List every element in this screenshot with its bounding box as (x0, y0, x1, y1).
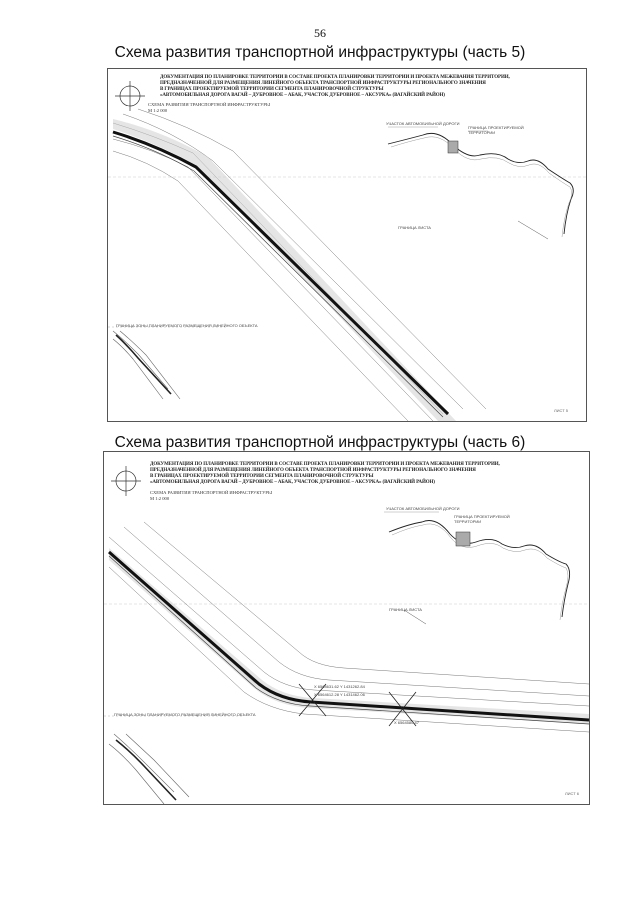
header-line: «АВТОМОБИЛЬНАЯ ДОРОГА ВАГАЙ – ДУБРОВНОЕ – АБАК, УЧАСТОК ДУБРОВНОЕ – АКСУРКА» (ВАГАЙСКИЙ РАЙОН) (160, 93, 445, 98)
header-line: ПРЕДНАЗНАЧЕННОЙ ДЛЯ РАЗМЕЩЕНИЯ ЛИНЕЙНОГО ОБЪЕКТА ТРАНСПОРТНОЙ ИНФРАСТРУКТУРЫ РЕГИОНАЛЬНОГО ЗНАЧЕНИЯ (160, 81, 486, 86)
road-corridor-hatch (109, 548, 589, 724)
header-line: В ГРАНИЦАХ ПРОЕКТИРУЕМОЙ ТЕРРИТОРИИ СЕГМЕНТА ПЛАНИРОВОЧНОЙ СТРУКТУРЫ (160, 87, 384, 92)
station-label: X 6564612.28 Y 1431462.06 (314, 692, 365, 697)
station-label: X 6564631.62 Y 1431262.84 (314, 684, 365, 689)
header-line: ПРЕДНАЗНАЧЕННОЙ ДЛЯ РАЗМЕЩЕНИЯ ЛИНЕЙНОГО ОБЪЕКТА ТРАНСПОРТНОЙ ИНФРАСТРУКТУРЫ РЕГИОНАЛЬНОГО ЗНАЧЕНИЯ (150, 468, 476, 473)
north-arrow-icon (111, 466, 141, 496)
document-header-part-6 (150, 462, 575, 486)
road-corridor-hatch (113, 119, 456, 421)
scheme-label-part-6: СХЕМА РАЗВИТИЯ ТРАНСПОРТНОЙ ИНФРАСТРУКТУРЫ (150, 490, 272, 495)
zone-boundary-label-part-6: ГРАНИЦА ЗОНЫ ПЛАНИРУЕМОГО РАЗМЕЩЕНИЯ ЛИНЕЙНОГО ОБЪЕКТА (114, 712, 256, 717)
sheet-ref-part-5: ЛИСТ 5 (553, 408, 568, 413)
header-line: «АВТОМОБИЛЬНАЯ ДОРОГА ВАГАЙ – ДУБРОВНОЕ – АБАК, УЧАСТОК ДУБРОВНОЕ – АКСУРКА» (ВАГАЙСКИЙ РАЙОН) (150, 480, 435, 485)
page-number: 56 (314, 26, 326, 40)
header-line: ДОКУМЕНТАЦИЯ ПО ПЛАНИРОВКЕ ТЕРРИТОРИИ В СОСТАВЕ ПРОЕКТА ПЛАНИРОВКИ ТЕРРИТОРИИ И ПРОЕКТА МЕЖЕВАНИЯ ТЕРРИТОРИИ, (160, 75, 510, 80)
station-label: X 6564580.47 (394, 720, 419, 725)
scale-label-part-6: М 1:2 000 (150, 496, 170, 501)
sheet-ref-part-6: ЛИСТ 6 (564, 791, 579, 796)
inset-location-map (384, 512, 570, 620)
inset-label-territory-part-6: ГРАНИЦА ПРОЕКТИРУЕМОЙ ТЕРРИТОРИИ (454, 514, 510, 524)
map-drawing-part-5 (108, 69, 586, 421)
scheme-label-part-5: СХЕМА РАЗВИТИЯ ТРАНСПОРТНОЙ ИНФРАСТРУКТУРЫ (148, 102, 270, 107)
section-title-part-6: Схема развития транспортной инфраструктуры (часть 6) (114, 434, 526, 451)
inset-label-territory-part-5: ГРАНИЦА ПРОЕКТИРУЕМОЙ ТЕРРИТОРИИ (468, 125, 524, 135)
map-drawing-part-6 (104, 452, 589, 804)
inset-location-map (388, 127, 573, 237)
header-line: ДОКУМЕНТАЦИЯ ПО ПЛАНИРОВКЕ ТЕРРИТОРИИ В СОСТАВЕ ПРОЕКТА ПЛАНИРОВКИ ТЕРРИТОРИИ И ПРОЕКТА МЕЖЕВАНИЯ ТЕРРИТОРИИ, (150, 462, 500, 467)
north-arrow-icon (115, 81, 145, 111)
inset-label-sheet-part-5: ГРАНИЦА ЛИСТА (398, 225, 431, 230)
inset-label-road-part-6: УЧАСТОК АВТОМОБИЛЬНОЙ ДОРОГИ (386, 506, 460, 511)
inset-label-sheet-part-6: ГРАНИЦА ЛИСТА (389, 607, 422, 612)
scale-label-part-5: М 1:2 000 (148, 108, 168, 113)
section-title-part-5: Схема развития транспортной инфраструктуры (часть 5) (114, 44, 526, 61)
zone-boundary-label-part-5: ГРАНИЦА ЗОНЫ ПЛАНИРУЕМОГО РАЗМЕЩЕНИЯ ЛИНЕЙНОГО ОБЪЕКТА (116, 323, 258, 328)
header-line: В ГРАНИЦАХ ПРОЕКТИРУЕМОЙ ТЕРРИТОРИИ СЕГМЕНТА ПЛАНИРОВОЧНОЙ СТРУКТУРЫ (150, 474, 374, 479)
inset-label-road-part-5: УЧАСТОК АВТОМОБИЛЬНОЙ ДОРОГИ (386, 121, 460, 126)
document-header-part-5 (160, 75, 570, 99)
map-panel-part-6 (103, 451, 590, 805)
map-panel-part-5 (107, 68, 587, 422)
